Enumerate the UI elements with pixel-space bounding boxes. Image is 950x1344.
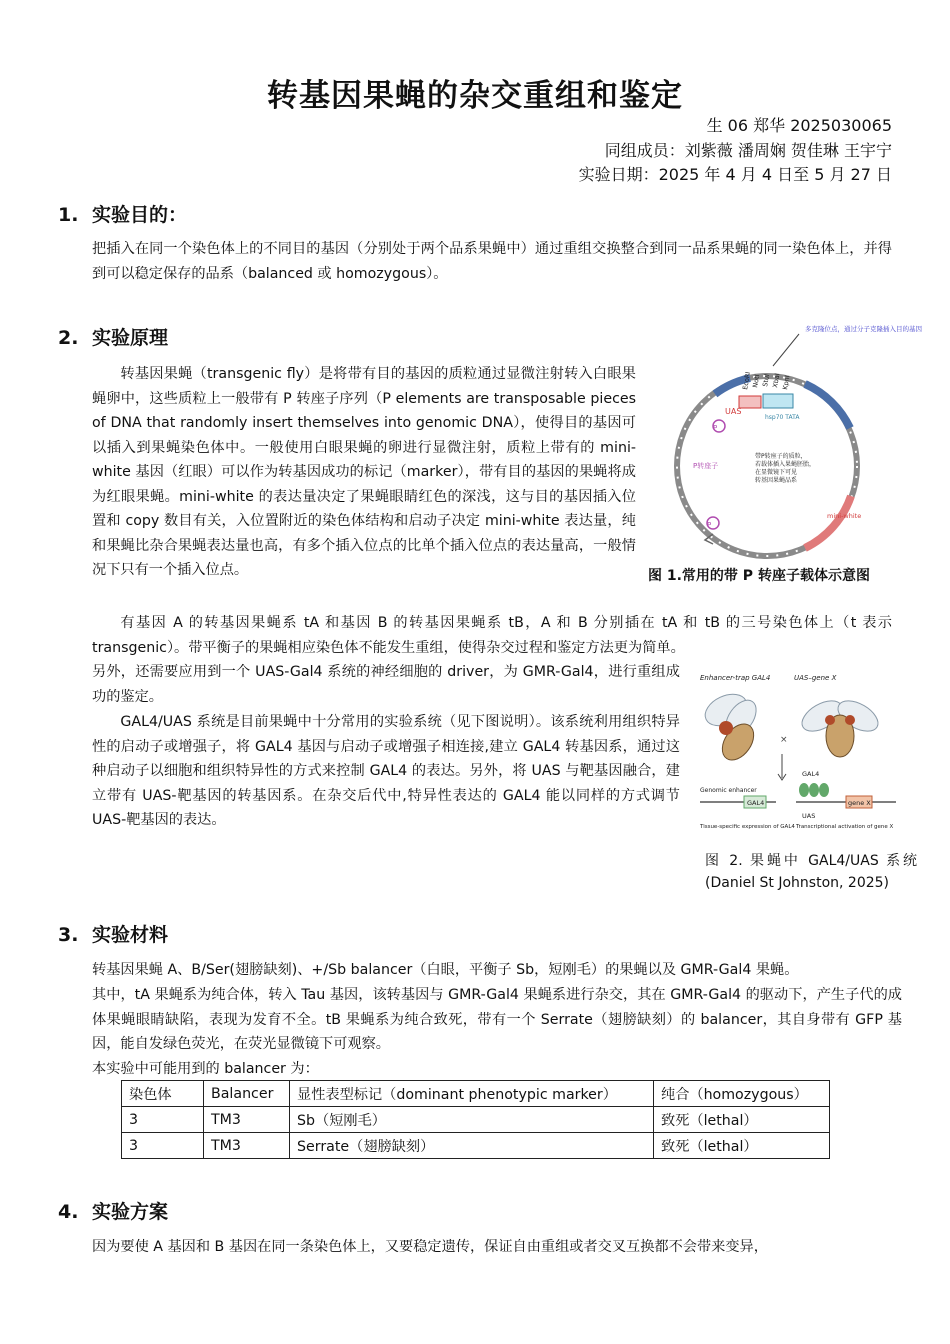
tata-box — [763, 394, 793, 408]
plasmid-center-note — [755, 452, 817, 484]
table-cell: Sb（短刚毛） — [290, 1107, 654, 1133]
gal4-protein-unit — [809, 783, 819, 797]
center-note-line: 若载体插入果蝇胚胎， — [755, 461, 816, 468]
principle-paragraph-1: 转基因果蝇（transgenic fly）是将带有目的基因的质粒通过显微注射转入白眼果蝇卵中，这些质粒上一般带有 P 转座子序列（P elements are transposable pieces of DNA that randomly insert themselves into genomic DNA），使得目的基因可以插入到果蝇染色体中。一般使用白眼果蝇的卵进行显微注射，质粒上带有的 mini-white 基因（红眼）可以作为转基因成功的标记（marker），带有目的基因的果蝇将成为红眼果蝇。mini-white 的表达量决定了果蝇眼睛红色的深浅，这与目的基因插入位置和 copy 数目有关，入位置附近的染色体结构和启动子决定 mini-white 表达量，纯和果蝇比杂合果蝇表达量也高，有多个插入位点的比单个插入位点的表达量高，一般情况下只有一个插入位点。 — [92, 366, 636, 578]
section-title: 实验原理 — [92, 327, 169, 349]
p-site-top-label: P — [713, 424, 718, 432]
fly-eye — [719, 721, 733, 735]
fig2-right-label: UAS–gene X — [794, 674, 837, 682]
p-element-vector-figure — [655, 318, 922, 563]
p-end-segment-right — [805, 384, 850, 428]
fly-eye — [845, 715, 855, 725]
section-title: 实验方案 — [92, 1201, 169, 1223]
section-number: 1. — [58, 204, 79, 226]
gal4-uas-figure — [696, 670, 906, 840]
fly-right — [797, 695, 883, 757]
fig2-bottom-left: Tissue-specific expression of GAL4 — [700, 824, 795, 830]
center-note-line: 转基因果蝇品系 — [755, 477, 798, 484]
gal4-box-label: GAL4 — [747, 799, 765, 807]
restriction-site: EcoRI — [741, 371, 753, 391]
fly-left — [700, 688, 762, 766]
table-cell: TM3 — [204, 1133, 290, 1159]
table-row — [122, 1133, 830, 1159]
uas-label: UAS — [725, 407, 742, 416]
date-line: 实验日期：2025 年 4 月 4 日至 5 月 27 日 — [578, 165, 892, 184]
principle-paragraph-3: 另外，还需要应用到一个 UAS-Gal4 系统的神经细胞的 driver，为 GMR-Gal4，进行重组成功的鉴定。 — [92, 664, 680, 705]
fig2-bottom-right: Transcriptional activation of gene X — [796, 824, 894, 830]
gal4-protein-unit — [819, 783, 829, 797]
principle-paragraph-4: GAL4/UAS 系统是目前果蝇中十分常用的实验系统（见下图说明）。该系统利用组织特异性的启动子或增强子，将 GAL4 基因与启动子或增强子相连接,建立 GAL4 转基因系，通过这种启动子以细胞和组织特异性的方式来控制 GAL4 的表达。另外，将 UAS 与靶基因融合，建立带有 UAS-靶基因的转基因系。在杂交后代中,特异性表达的 GAL4 能以同样的方式调节 UAS-靶基因的表达。 — [92, 714, 680, 828]
table-cell: 致死（lethal） — [654, 1107, 830, 1133]
figure-1-caption: 图 1.常用的带 P 转座子载体示意图 — [648, 568, 870, 584]
section-title: 实验材料 — [92, 924, 169, 946]
cross-symbol: × — [780, 735, 788, 745]
objective-paragraph: 把插入在同一个染色体上的不同目的基因（分别处于两个品系果蝇中）通过重组交换整合到同一品系果蝇的同一染色体上，并得到可以稳定保存的品系（balanced 或 homozygous）。 — [92, 241, 892, 282]
mcs-arrow — [773, 334, 799, 366]
mcs-note: 多克隆位点，通过分子克隆插入目的基因 — [805, 325, 922, 333]
center-note-line: 带P转座子的质粒， — [755, 453, 807, 460]
gene-x-label: gene X — [848, 799, 871, 807]
table-cell: Serrate（翅膀缺刻） — [290, 1133, 654, 1159]
figure-2-caption: 图 2. 果蝇中 GAL4/UAS 系统 (Daniel St Johnston, 2025) — [705, 853, 917, 891]
materials-line-2: 其中，tA 果蝇系为纯合体，转入 Tau 基因，该转基因与 GMR-Gal4 果蝇系进行杂交，其在 GMR-Gal4 的驱动下，产生子代的成体果蝇眼睛缺陷，表现为发育不全。tB 果蝇系为纯合致死，带有一个 Serrate（翅膀缺刻）的 balancer，其自身带有 GFP 基因，能自发绿色荧光，在荧光显微镜下可观察。 — [92, 987, 902, 1052]
p-site-bottom-label: P — [707, 521, 712, 529]
restriction-site: NotI — [751, 373, 762, 389]
section-heading-1 — [58, 200, 187, 227]
uas-label: UAS — [802, 812, 816, 820]
genomic-enhancer-label: Genomic enhancer — [700, 787, 757, 794]
table-cell: 3 — [122, 1133, 204, 1159]
gal4-protein-label: GAL4 — [802, 770, 820, 778]
plan-paragraph: 因为要使 A 基因和 B 基因在同一条染色体上，又要稳定遗传，保证自由重组或者交叉互换都不会带来变异， — [92, 1239, 768, 1255]
table-header-cell: Balancer — [204, 1081, 290, 1107]
principle-paragraph-2: 有基因 A 的转基因果蝇系 tA 和基因 B 的转基因果蝇系 tB，A 和 B 分别插在 tA 和 tB 的三号染色体上（t 表示 transgenic）。带平衡子的果蝇相应染色体不能发生重组，使得杂交过程和鉴定方法更为简单。 — [92, 615, 892, 656]
members-line: 同组成员：刘紫薇 潘周娴 贺佳琳 王宇宁 — [604, 141, 892, 160]
table-header-cell: 纯合（homozygous） — [654, 1081, 830, 1107]
restriction-site: StuI — [761, 373, 772, 388]
balancer-table — [121, 1080, 830, 1159]
section-number: 4. — [58, 1201, 79, 1223]
section-heading-4 — [58, 1197, 168, 1224]
author-line: 生 06 郑华 2025030065 — [706, 116, 892, 135]
materials-line-1: 转基因果蝇 A、B/Ser(翅膀缺刻)、+/Sb balancer（白眼，平衡子 Sb，短刚毛）的果蝇以及 GMR-Gal4 果蝇。 — [92, 962, 799, 978]
fly-eye — [825, 715, 835, 725]
section-number: 3. — [58, 924, 79, 946]
table-cell: 3 — [122, 1107, 204, 1133]
mini-white-label: mini-white — [827, 512, 862, 520]
table-row — [122, 1107, 830, 1133]
uas-box — [739, 396, 761, 408]
section-title: 实验目的： — [92, 204, 188, 226]
page-title: 转基因果蝇的杂交重组和鉴定 — [267, 78, 683, 114]
center-note-line: 在显微镜下可见 — [755, 469, 798, 476]
fig2-left-label: Enhancer-trap GAL4 — [700, 674, 771, 682]
table-cell: 致死（lethal） — [654, 1133, 830, 1159]
p-transposon-label: P转座子 — [693, 462, 719, 470]
table-cell: TM3 — [204, 1107, 290, 1133]
section-number: 2. — [58, 327, 79, 349]
materials-line-3: 本实验中可能用到的 balancer 为： — [92, 1061, 319, 1077]
section-heading-3 — [58, 920, 168, 947]
tata-label: hsp70 TATA — [765, 414, 800, 421]
restriction-site: KpnI — [781, 374, 792, 391]
table-header-cell: 显性表型标记（dominant phenotypic marker） — [290, 1081, 654, 1107]
mini-white-segment — [805, 496, 851, 548]
table-header-row — [122, 1081, 830, 1107]
section-heading-2 — [58, 323, 168, 350]
table-header-cell: 染色体 — [122, 1081, 204, 1107]
restriction-site: XbaI — [771, 372, 782, 389]
gal4-protein — [799, 783, 829, 797]
gal4-protein-unit — [799, 783, 809, 797]
